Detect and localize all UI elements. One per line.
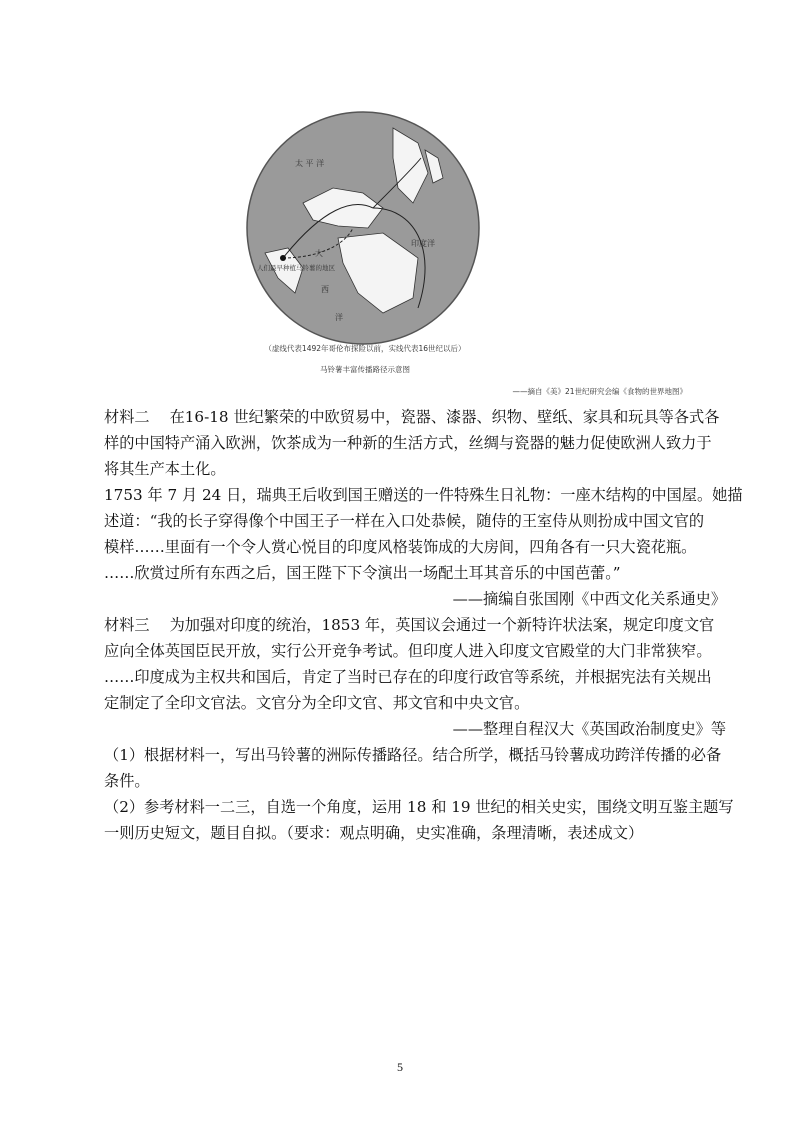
- map-label-origin: 人们最早种植马铃薯的地区: [257, 264, 335, 272]
- question-2-line-1: （2）参考材料一二三，自选一个角度，运用 18 和 19 世纪的相关史实，围绕文明互鉴主题写: [104, 798, 734, 816]
- material-three-line-3: ……印度成为主权共和国后，肯定了当时已存在的印度行政官等系统，并根据宪法有关规出: [104, 668, 712, 686]
- material-three-line-4: 定制定了全印文官法。文官分为全印文官、邦文官和中央文官。: [104, 694, 530, 712]
- material-two-line-3: 将其生产本土化。: [104, 460, 226, 478]
- material-three-line-1: 材料三 为加强对印度的统治，1853 年，英国议会通过一个新特许状法案，规定印度文官: [104, 616, 715, 634]
- document-body: [104, 404, 743, 846]
- map-label-atlantic-3: 洋: [335, 313, 343, 322]
- material-two-line-1: 材料二 在16-18 世纪繁荣的中欧贸易中，瓷器、漆器、织物、壁纸、家具和玩具等各式各: [104, 408, 720, 426]
- origin-marker: [280, 255, 286, 261]
- map-label-pacific: 太 平 洋: [295, 159, 325, 168]
- question-1-line-1: （1）根据材料一，写出马铃薯的洲际传播路径。结合所学，概括马铃薯成功跨洋传播的必备: [104, 746, 722, 764]
- material-three-source: ——整理自程汉大《英国政治制度史》等: [452, 720, 726, 738]
- map-label-atlantic-1: 大: [315, 249, 323, 258]
- material-two-line-5: 述道：“我的长子穿得像个中国王子一样在入口处恭候，随侍的王室侍从则扮成中国文官的: [104, 512, 705, 530]
- map-caption: 马铃薯丰富传播路径示意图: [320, 365, 410, 374]
- material-two-line-4: 1753 年 7 月 24 日，瑞典王后收到国王赠送的一件特殊生日礼物：一座木结构的中国屋。她描: [104, 486, 743, 504]
- material-three-line-2: 应向全体英国臣民开放，实行公开竞争考试。但印度人进入印度文官殿堂的大门非常狭窄。: [104, 642, 712, 660]
- globe-map-svg: [243, 108, 483, 348]
- map-source: ——摘自《美》21世纪研究会编《食物的世界地图》: [512, 387, 687, 396]
- map-label-atlantic-2: 西: [321, 285, 329, 294]
- question-1-line-2: 条件。: [104, 772, 150, 790]
- material-two-source: ——摘编自张国刚《中西文化关系通史》: [452, 590, 726, 608]
- material-two-line-2: 样的中国特产涌入欧洲，饮茶成为一种新的生活方式，丝绸与瓷器的魅力促使欧洲人致力于: [104, 434, 712, 452]
- material-two-line-7: ……欣赏过所有东西之后，国王陛下下令演出一场配土耳其音乐的中国芭蕾。”: [104, 564, 621, 582]
- page-number: 5: [397, 1060, 403, 1074]
- potato-spread-map: [243, 108, 483, 348]
- question-2-line-2: 一则历史短文，题目自拟。（要求：观点明确，史实准确，条理清晰，表述成文）: [104, 824, 644, 842]
- material-two-line-6: 模样……里面有一个令人赏心悦目的印度风格装饰成的大房间，四角各有一只大瓷花瓶。: [104, 538, 697, 556]
- map-legend: （虚线代表1492年哥伦布探险以前，实线代表16世纪以后）: [264, 344, 466, 353]
- map-label-indian: 印度洋: [411, 239, 435, 248]
